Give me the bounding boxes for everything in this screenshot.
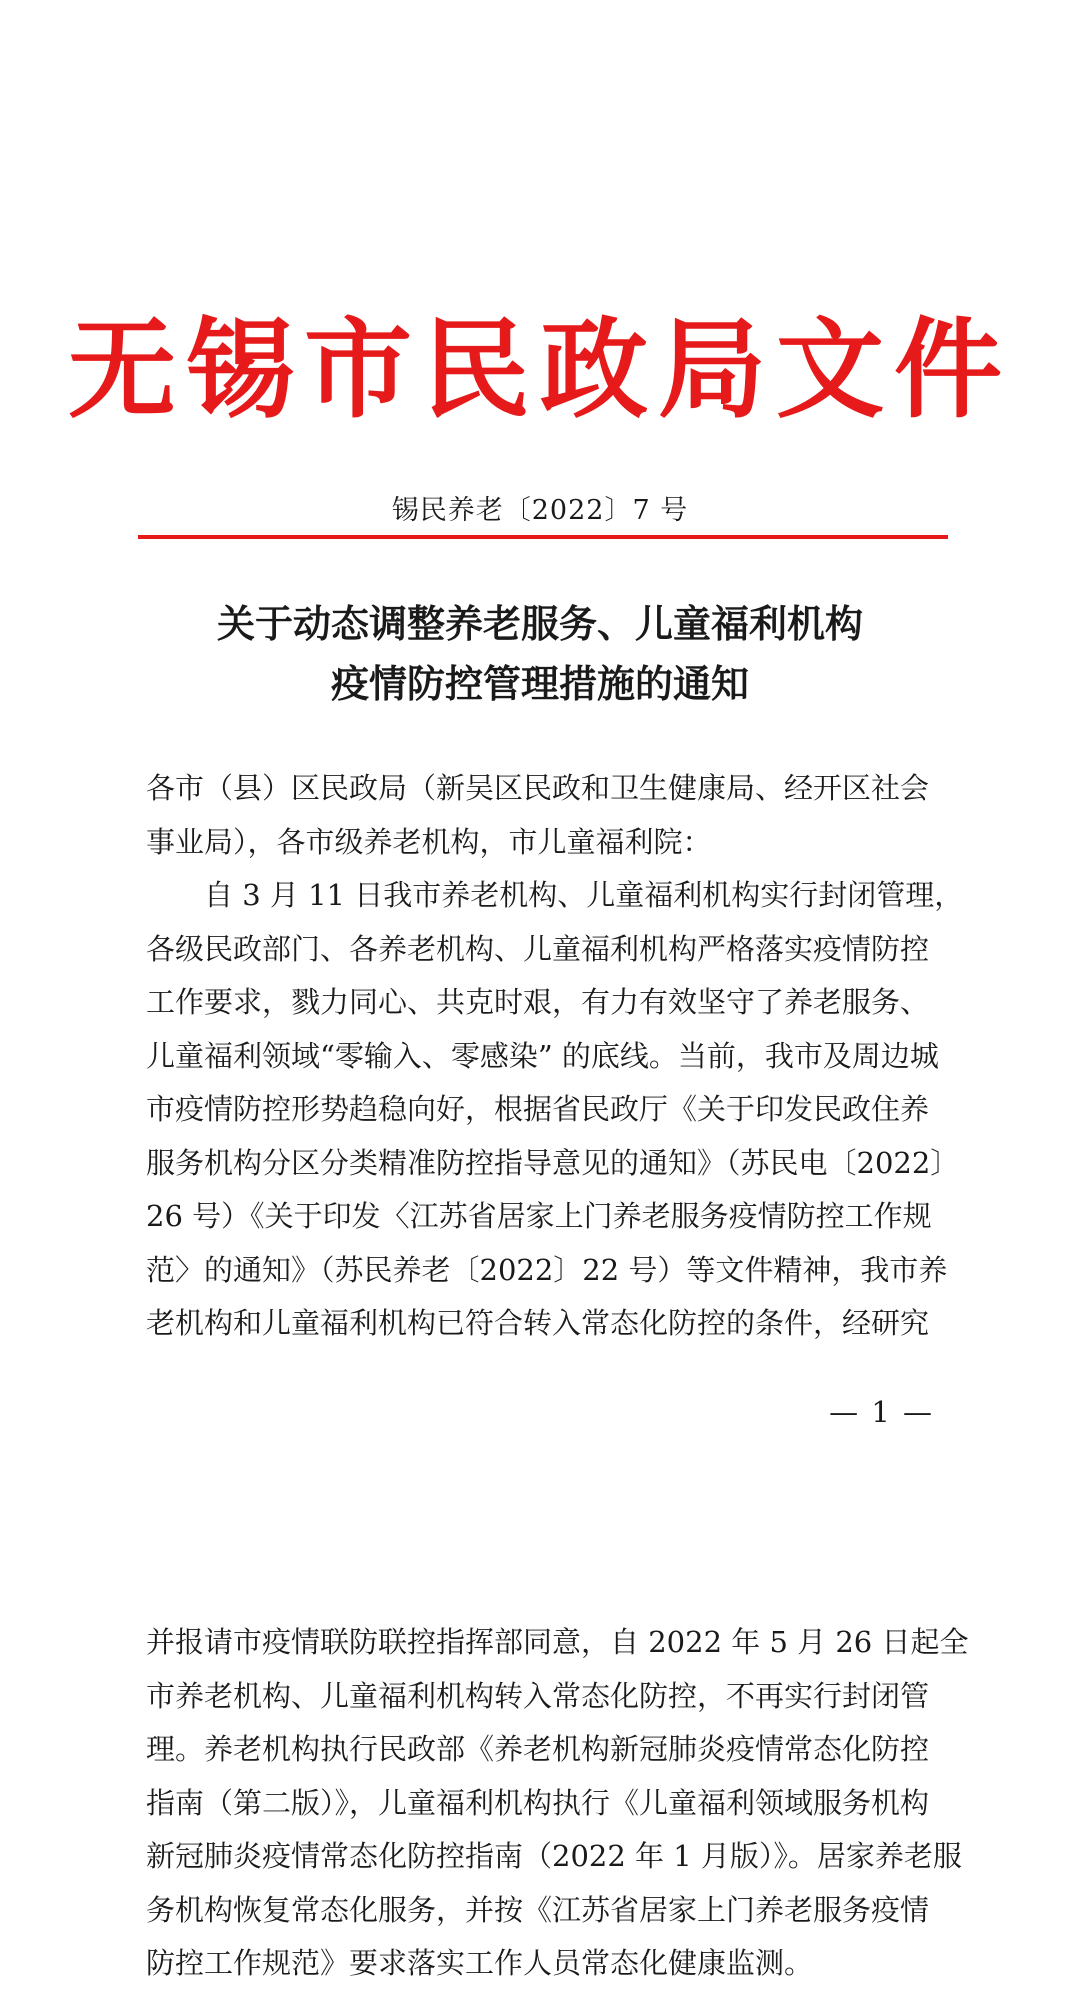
body-line: 范〉的通知》（苏民养老〔2022〕22 号）等文件精神，我市养 <box>146 1252 948 1287</box>
body-line: 市养老机构、儿童福利机构转入常态化防控，不再实行封闭管 <box>146 1678 930 1713</box>
page2-body <box>146 1616 969 1991</box>
body-line: 自 3 月 11 日我市养老机构、儿童福利机构实行封闭管理， <box>204 878 964 912</box>
header-title: 无锡市民政局文件 <box>67 307 1012 433</box>
body-line: 务机构恢复常态化服务，并按《江苏省居家上门养老服务疫情 <box>146 1892 930 1927</box>
body-line: 各级民政部门、各养老机构、儿童福利机构严格落实疫情防控 <box>146 931 930 966</box>
body-line: 并报请市疫情联防联控指挥部同意，自 2022 年 5 月 26 日起全 <box>146 1625 969 1659</box>
document-number: 锡民养老〔2022〕7 号 <box>391 495 689 526</box>
body-line: 老机构和儿童福利机构已符合转入常态化防控的条件，经研究 <box>146 1306 930 1340</box>
body-line: 各市（县）区民政局（新吴区民政和卫生健康局、经开区社会 <box>146 771 930 805</box>
red-divider-line <box>138 535 948 539</box>
body-line: 事业局），各市级养老机构，市儿童福利院： <box>146 824 712 859</box>
body-line: 防控工作规范》要求落实工作人员常态化健康监测。 <box>146 1946 814 1980</box>
body-line: 26 号）《关于印发〈江苏省居家上门养老服务疫情防控工作规 <box>146 1199 932 1233</box>
document-title <box>0 594 1080 714</box>
document-title-line-2: 疫情防控管理措施的通知 <box>330 661 749 706</box>
body-line: 新冠肺炎疫情常态化防控指南（2022 年 1 月版）》。居家养老服 <box>146 1839 962 1873</box>
page-number: — 1 — <box>829 1395 934 1429</box>
body-line: 工作要求，戮力同心、共克时艰，有力有效坚守了养老服务、 <box>146 985 930 1019</box>
page1-body <box>146 762 964 1351</box>
body-line: 指南（第二版）》，儿童福利机构执行《儿童福利领域服务机构 <box>146 1785 930 1820</box>
body-line: 理。养老机构执行民政部《养老机构新冠肺炎疫情常态化防控 <box>146 1732 930 1766</box>
document-title-line-1: 关于动态调整养老服务、儿童福利机构 <box>216 601 863 646</box>
body-line: 服务机构分区分类精准防控指导意见的通知》（苏民电〔2022〕 <box>146 1145 960 1180</box>
body-line: 市疫情防控形势趋稳向好，根据省民政厅《关于印发民政住养 <box>146 1092 930 1126</box>
body-line: 儿童福利领域“零输入、零感染” 的底线。当前，我市及周边城 <box>146 1038 939 1073</box>
